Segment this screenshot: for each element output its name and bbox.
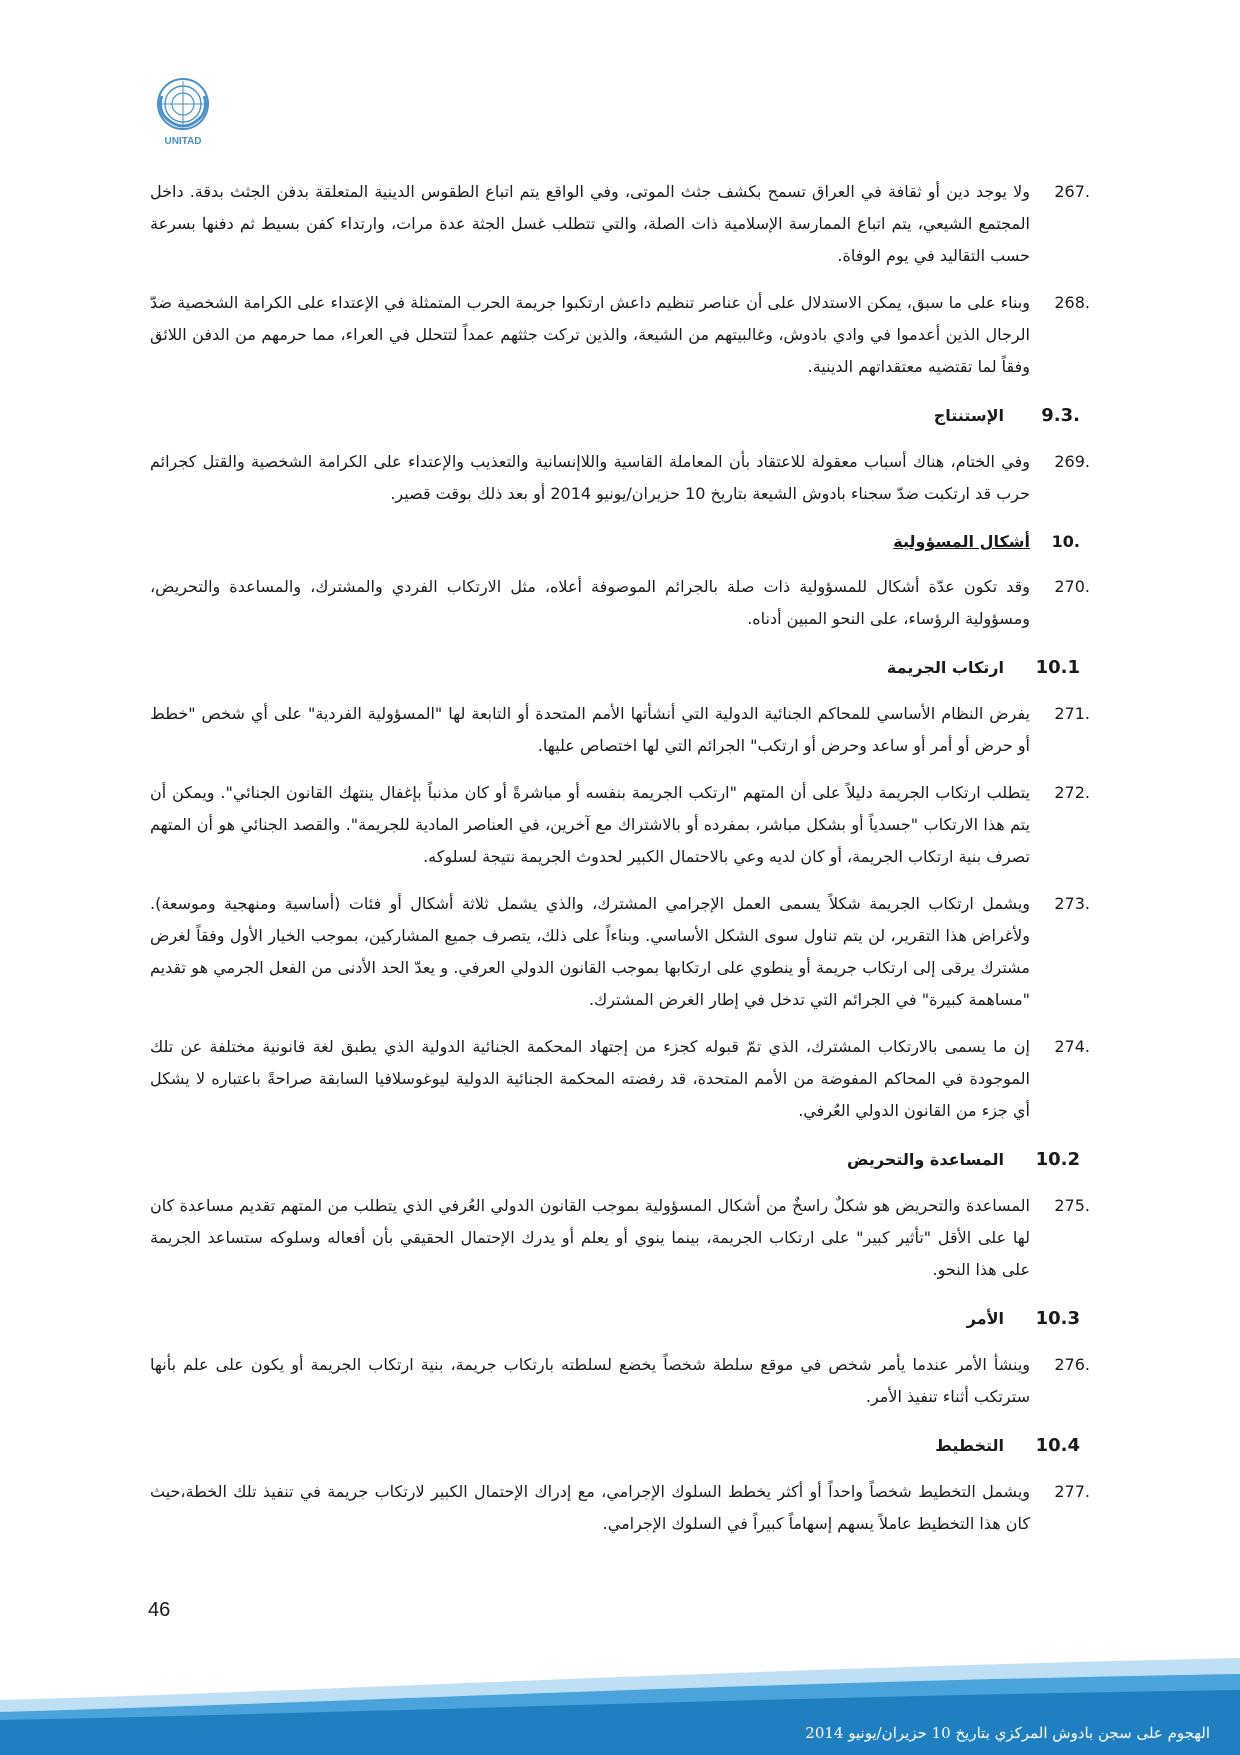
heading-number: 10. [1051, 532, 1080, 551]
heading-number: 10.4 [1035, 1435, 1080, 1456]
subsection-heading [150, 1435, 1090, 1456]
un-emblem-icon [150, 76, 216, 148]
paragraph-number: 276. [1054, 1355, 1090, 1374]
heading-text: ارتكاب الجريمة [886, 658, 1004, 677]
section-heading [150, 532, 1090, 551]
paragraph-number: 270. [1054, 577, 1090, 596]
footer-title: الهجوم على سجن بادوش المركزي بتاريخ 10 حزيران/يونيو 2014 [805, 1724, 1210, 1742]
paragraph-text: يتطلب ارتكاب الجريمة دليلاً على أن المتهم "ارتكب الجريمة بنفسه أو مباشرةً أو كان مذنباً بإغفال ينتهك القانون الجنائي". ويمكن أن يتم هذا الارتكاب "جسدياً أو بشكل مباشر، بمفرده أو بالاشتراك مع آخرين، في العناصر المادية للجريمة". والقصد الجنائي هو أن المتهم تصرف بنية ارتكاب الجريمة، أو كان لديه وعي بالاحتمال الكبير لحدوث الجريمة نتيجة لسلوكه. [150, 783, 1030, 866]
paragraph-text: وبناء على ما سبق، يمكن الاستدلال على أن عناصر تنظيم داعش ارتكبوا جريمة الحرب المتمثلة في الإعتداء على الكرامة الشخصية ضدّ الرجال الذين أعدموا في وادي بادوش، وغالبيتهم من الشيعة، والذين تركت جثثهم عمداً لتتحلل في العراء، مما حرمهم من الدفن اللائق وفقاً لما تقتضيه معتقداتهم الدينية. [150, 293, 1030, 376]
paragraph [150, 571, 1090, 635]
paragraph-number: 273. [1054, 894, 1090, 913]
subsection-heading [150, 1149, 1090, 1170]
paragraph-text: وقد تكون عدّة أشكال للمسؤولية ذات صلة بالجرائم الموصوفة أعلاه، مثل الارتكاب الفردي والمشترك، والمساعدة والتحريض، ومسؤولية الرؤساء، على النحو المبين أدناه. [150, 577, 1030, 628]
heading-text: أشكال المسؤولية [893, 532, 1030, 551]
paragraph [150, 698, 1090, 762]
heading-text: الأمر [966, 1309, 1004, 1328]
heading-text: المساعدة والتحريض [847, 1150, 1004, 1169]
paragraph [150, 888, 1090, 1016]
paragraph [150, 1190, 1090, 1286]
subsection-heading [150, 1308, 1090, 1329]
heading-text: الإستنتاج [933, 406, 1004, 425]
paragraph-text: ولا يوجد دين أو ثقافة في العراق تسمح بكشف جثث الموتى، وفي الواقع يتم اتباع الطقوس الدينية المتعلقة بدفن الجثث بدقة. داخل المجتمع الشيعي، يتم اتباع الممارسة الإسلامية ذات الصلة، والتي تتطلب غسل الجثة عدة مرات، وارتداء كفن بسيط ثم دفنها بسرعة حسب التقاليد في يوم الوفاة. [150, 182, 1030, 265]
heading-number: 10.1 [1035, 657, 1080, 678]
paragraph-number: 277. [1054, 1482, 1090, 1501]
paragraph-text: يفرض النظام الأساسي للمحاكم الجنائية الدولية التي أنشأتها الأمم المتحدة أو التابعة لها "المسؤولية الفردية" على أي شخص "خطط أو حرض أو أمر أو ساعد وحرض أو ارتكب" الجرائم التي لها اختصاص عليها. [150, 704, 1030, 755]
paragraph [150, 287, 1090, 383]
paragraph [150, 777, 1090, 873]
heading-number: 10.3 [1035, 1308, 1080, 1329]
paragraph-number: 271. [1054, 704, 1090, 723]
heading-text: التخطيط [935, 1436, 1004, 1455]
paragraph-text: ويشمل التخطيط شخصاً واحداً أو أكثر يخطط السلوك الإجرامي، مع إدراك الإحتمال الكبير لارتكاب جريمة في تنفيذ تلك الخطة،حيث كان هذا التخطيط عاملاً يسهم إسهاماً كبيراً في السلوك الإجرامي. [150, 1482, 1030, 1533]
paragraph-text: وفي الختام، هناك أسباب معقولة للاعتقاد بأن المعاملة القاسية واللاإنسانية والتعذيب والإعتداء على الكرامة الشخصية والقتل كجرائم حرب قد ارتكبت ضدّ سجناء بادوش الشيعة بتاريخ 10 حزيران/يونيو 2014 أو بعد ذلك بوقت قصير. [150, 452, 1030, 503]
paragraph-text: إن ما يسمى بالارتكاب المشترك، الذي تمّ قبوله كجزء من إجتهاد المحكمة الجنائية الدولية الذي يطبق لغة قانونية مختلفة عن تلك الموجودة في المحاكم المفوضة من الأمم المتحدة، قد رفضته المحكمة الجنائية الدولية ليوغوسلافيا السابقة صراحةً باعتباره لا يشكل أي جزء من القانون الدولي العُرفي. [150, 1037, 1030, 1120]
paragraph-text: وينشأ الأمر عندما يأمر شخص في موقع سلطة شخصاً يخضع لسلطته بارتكاب جريمة، بنية ارتكاب الجريمة أو يكون على علم بأنها سترتكب أثناء تنفيذ الأمر. [150, 1355, 1030, 1406]
paragraph-number: 274. [1054, 1037, 1090, 1056]
paragraph [150, 176, 1090, 272]
paragraph [150, 1476, 1090, 1540]
paragraph [150, 1349, 1090, 1413]
paragraph [150, 1031, 1090, 1127]
paragraph-text: المساعدة والتحريض هو شكلٌ راسخٌ من أشكال المسؤولية بموجب القانون الدولي العُرفي الذي يتطلب من المتهم تقديم مساعدة كان لها على الأقل "تأثير كبير" على ارتكاب الجريمة، بينما ينوي أو يعلم أو يدرك الإحتمال الحقيقي بأن أفعاله وسلوكه ستساعد الجريمة على هذا النحو. [150, 1196, 1030, 1279]
paragraph-number: 269. [1054, 452, 1090, 471]
page-number: 46 [148, 1599, 171, 1621]
document-body [150, 176, 1090, 1555]
paragraph [150, 446, 1090, 510]
paragraph-number: 272. [1054, 783, 1090, 802]
heading-number: 10.2 [1035, 1149, 1080, 1170]
footer-band [0, 1640, 1240, 1755]
subsection-heading [150, 657, 1090, 678]
paragraph-number: 275. [1054, 1196, 1090, 1215]
logo-text: UNITAD [164, 136, 202, 147]
paragraph-number: 267. [1054, 182, 1090, 201]
paragraph-number: 268. [1054, 293, 1090, 312]
unitad-logo [150, 76, 216, 148]
paragraph-text: ويشمل ارتكاب الجريمة شكلاً يسمى العمل الإجرامي المشترك، والذي يشمل ثلاثة أشكال أو فئات (أساسية ومنهجية وموسعة). ولأغراض هذا التقرير، لن يتم تناول سوى الشكل الأساسي. وبناءاً على ذلك، يتصرف جميع المشاركين، بموجب الخيار الأول وفقاً لغرض مشترك يرقى إلى ارتكاب جريمة أو ينطوي على ارتكابها بموجب القانون الدولي العرفي. و يعدّ الحد الأدنى من الفعل الجرمي هو تقديم "مساهمة كبيرة" في الجرائم التي تدخل في إطار الغرض المشترك. [150, 894, 1030, 1009]
subsection-heading [150, 405, 1090, 426]
heading-number: 9.3. [1041, 405, 1080, 426]
